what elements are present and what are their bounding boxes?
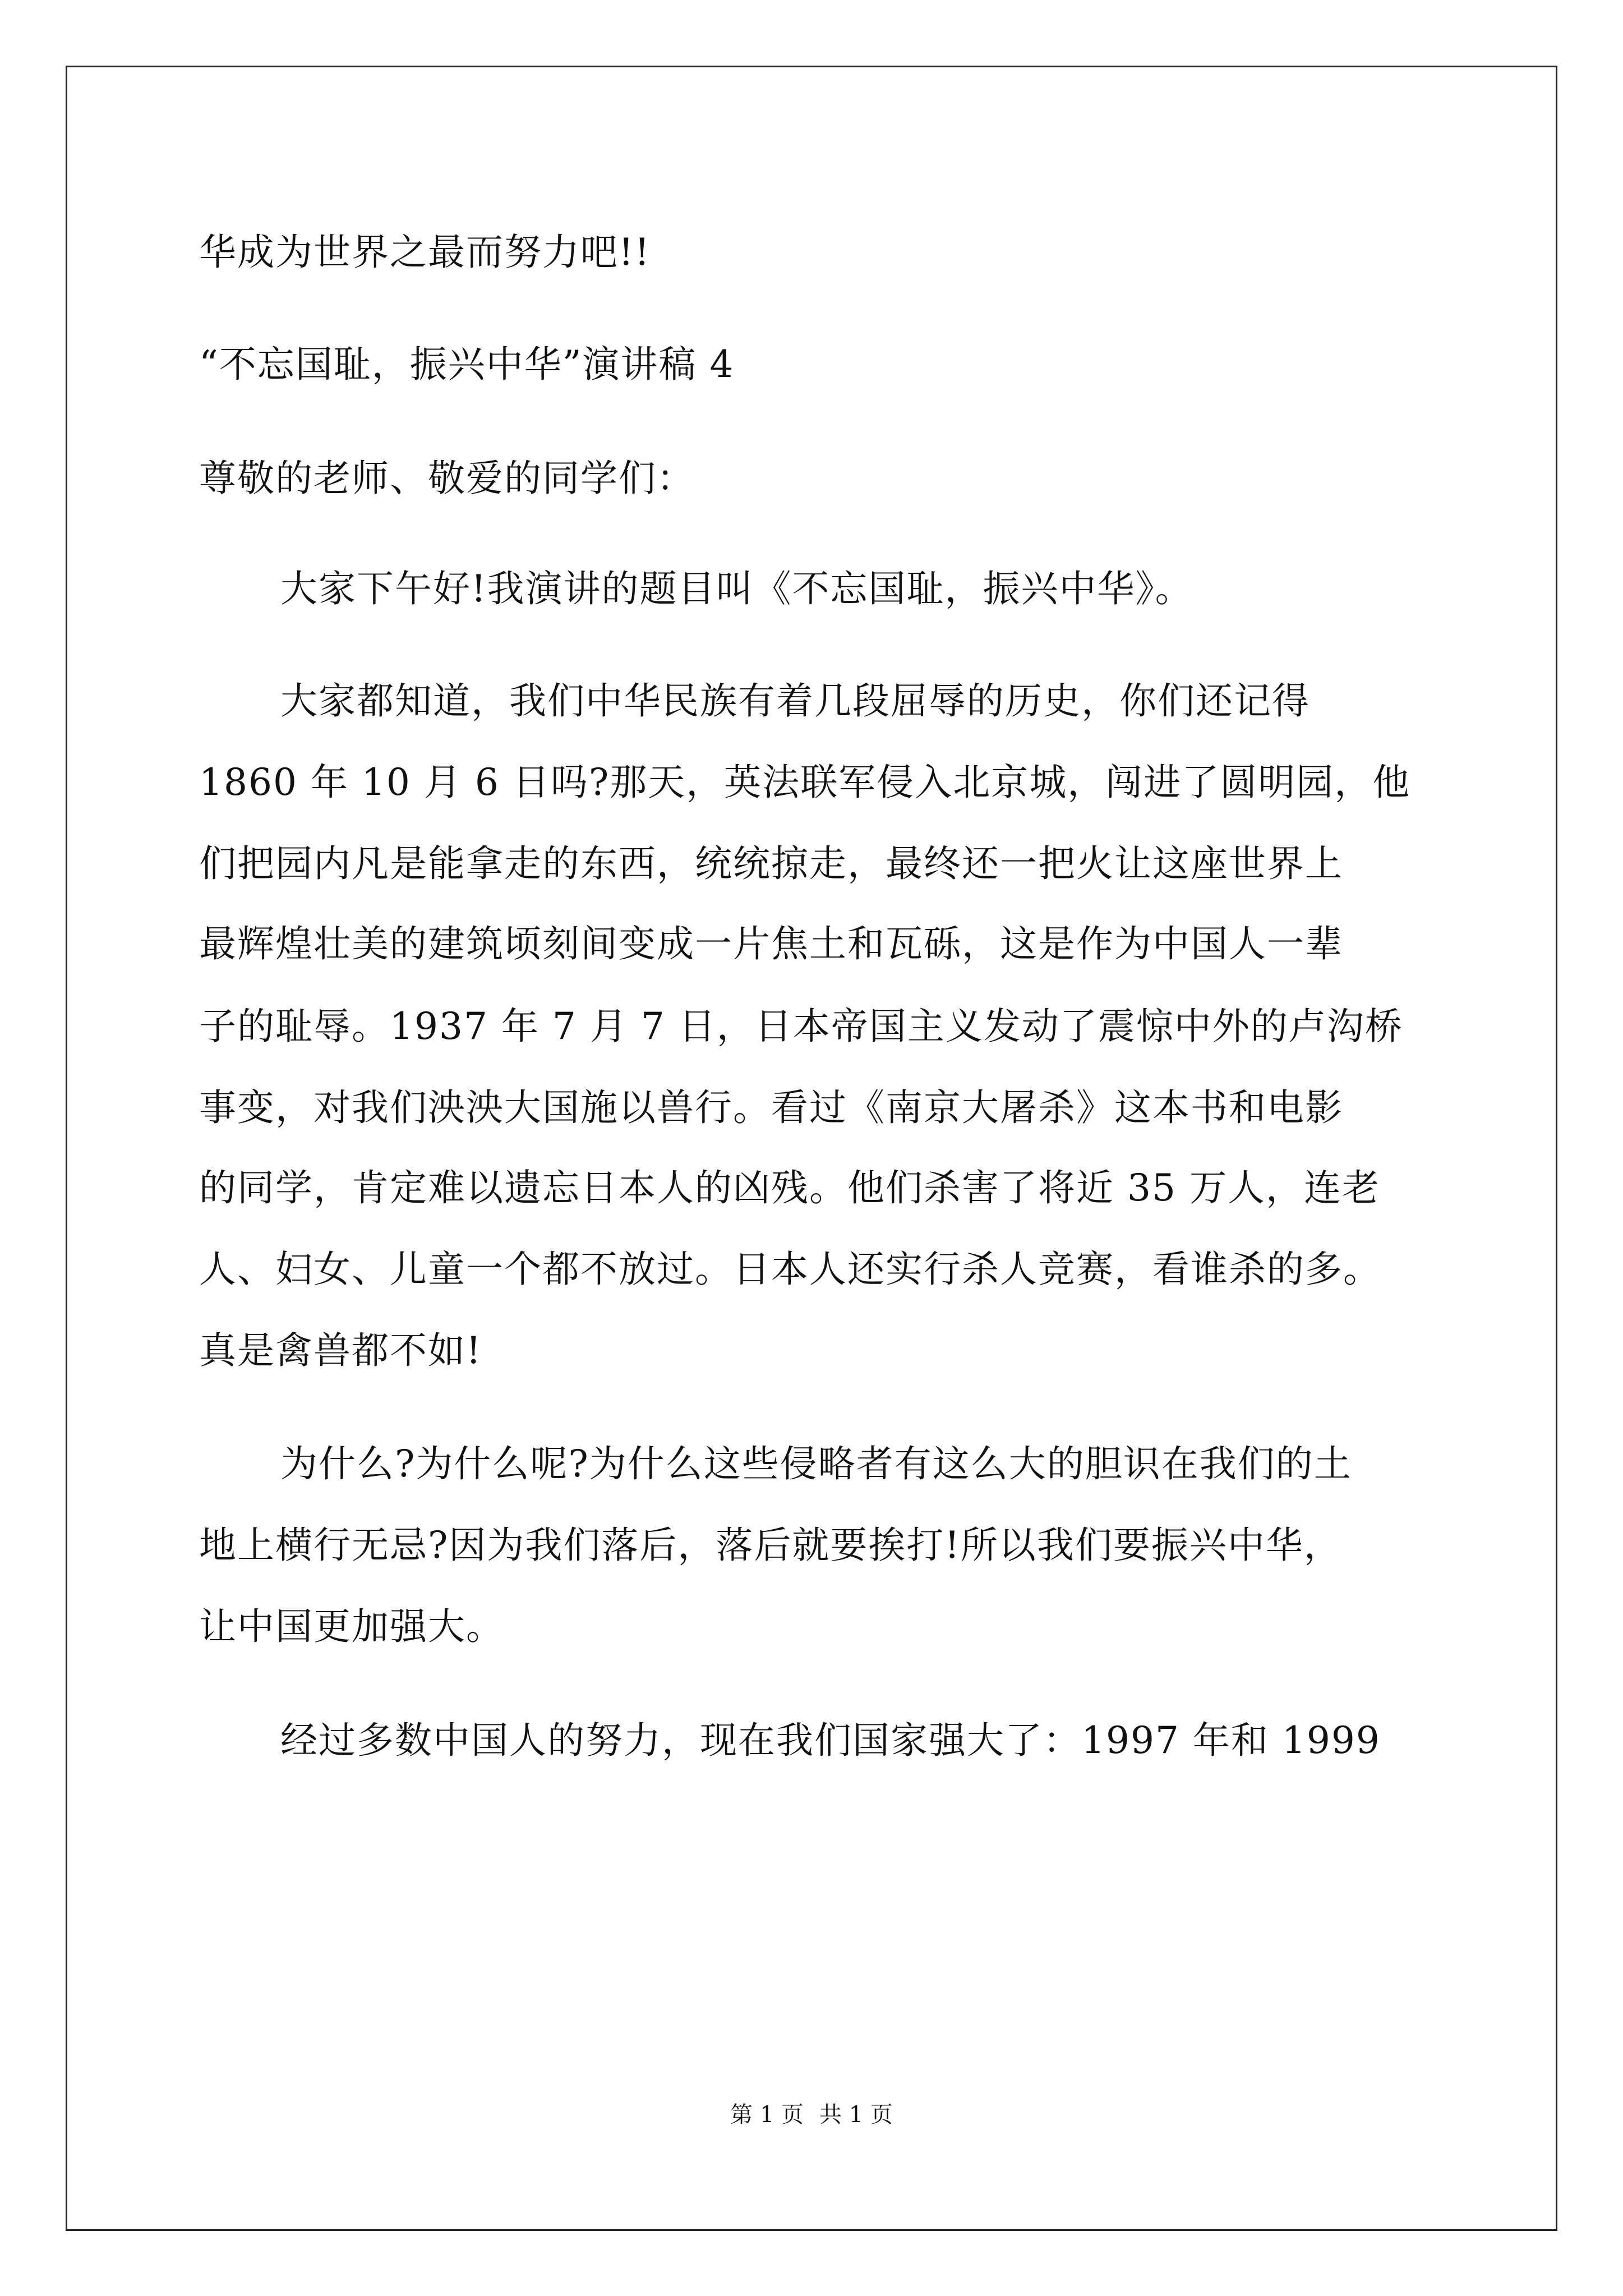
text-line: 的同学，肯定难以遗忘日本人的凶残。他们杀害了将近 35 万人，连老 <box>199 1166 1380 1209</box>
text-line: 事变，对我们泱泱大国施以兽行。看过《南京大屠杀》这本书和电影 <box>199 1086 1343 1129</box>
text-line: 地上横行无忌?因为我们落后，落后就要挨打!所以我们要振兴中华， <box>199 1524 1342 1567</box>
text-line: 华成为世界之最而努力吧!! <box>199 231 651 274</box>
text-line: 子的耻辱。1937 年 7 月 7 日，日本帝国主义发动了震惊中外的卢沟桥 <box>199 1005 1403 1048</box>
page-border <box>66 66 1557 2231</box>
text-line: 大家都知道，我们中华民族有着几段屈辱的历史，你们还记得 <box>280 679 1310 723</box>
text-line: 最辉煌壮美的建筑顷刻间变成一片焦土和瓦砾，这是作为中国人一辈 <box>199 922 1343 965</box>
text-line: 1860 年 10 月 6 日吗?那天，英法联军侵入北京城，闯进了圆明园，他 <box>199 761 1411 804</box>
page-number: 第 1 页 <box>730 2102 804 2128</box>
text-line: 经过多数中国人的努力，现在我们国家强大了：1997 年和 1999 <box>280 1719 1381 1762</box>
text-line: 大家下午好!我演讲的题目叫《不忘国耻，振兴中华》。 <box>280 567 1193 610</box>
text-line: 们把园内凡是能拿走的东西，统统掠走，最终还一把火让这座世界上 <box>199 842 1343 885</box>
page-total: 共 1 页 <box>819 2102 893 2128</box>
text-line: 人、妇女、儿童一个都不放过。日本人还实行杀人竞赛，看谁杀的多。 <box>199 1248 1381 1291</box>
text-line: 让中国更加强大。 <box>199 1605 504 1648</box>
salutation: 尊敬的老师、敬爱的同学们： <box>199 457 695 500</box>
text-line: 为什么?为什么呢?为什么这些侵略者有这么大的胆识在我们的土 <box>280 1442 1352 1485</box>
speech-title: “不忘国耻，振兴中华”演讲稿 4 <box>199 343 735 386</box>
page-footer <box>0 2101 1623 2129</box>
text-line: 真是禽兽都不如! <box>199 1329 482 1372</box>
